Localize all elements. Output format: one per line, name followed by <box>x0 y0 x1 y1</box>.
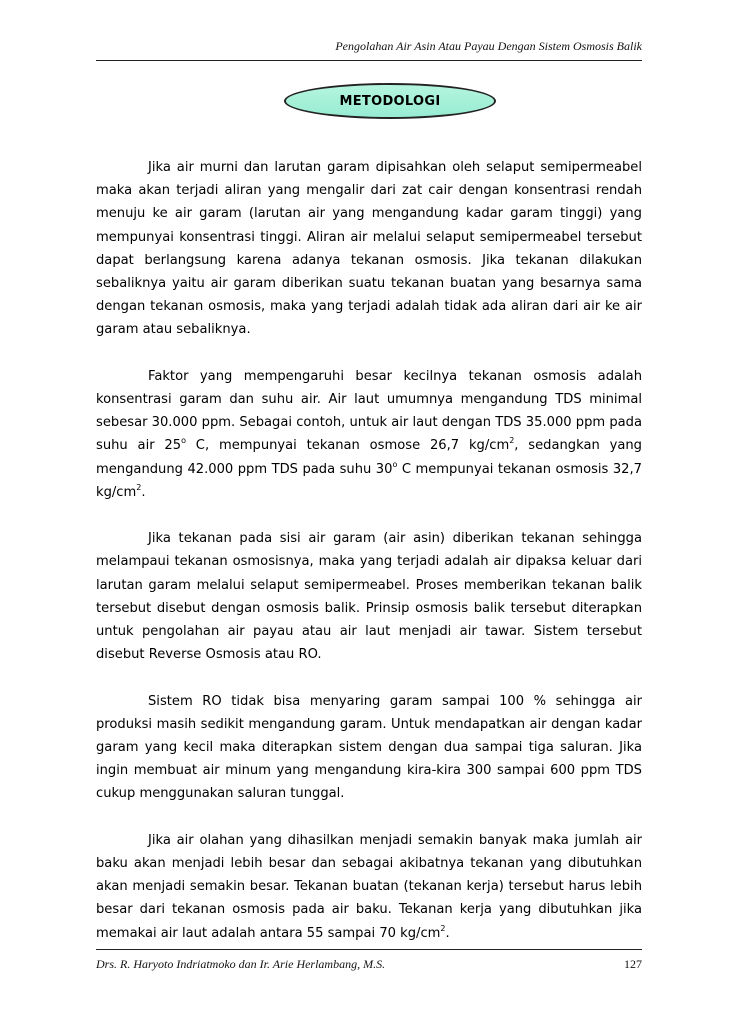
squared-superscript: 2 <box>440 923 446 933</box>
section-title: METODOLOGI <box>339 93 441 109</box>
paragraph-5 <box>96 829 642 945</box>
degree-sign: o <box>392 459 398 469</box>
paragraph-1: Jika air murni dan larutan garam dipisahkan oleh selaput semipermeabel maka akan terjadi aliran yang mengalir dari zat cair dengan konsentrasi rendah menuju ke air garam (larutan air yang mengandung kadar garam tinggi) yang mempunyai konsentrasi tinggi. Aliran air melalui selaput semipermeabel tersebut dapat berlangsung karena adanya tekanan osmosis. Jika tekanan dilakukan sebaliknya yaitu air garam diberikan suatu tekanan buatan yang besarnya sama dengan tekanan osmosis, maka yang terjadi adalah tidak ada aliran dari air ke air garam atau sebaliknya. <box>96 160 642 338</box>
squared-superscript: 2 <box>136 482 142 492</box>
header-divider <box>96 60 642 61</box>
section-title-badge <box>284 83 496 119</box>
paragraph-2-part-1: Faktor yang mempengaruhi besar kecilnya tekanan osmosis adalah konsentrasi garam dan suhu air. Air laut umumnya mengandung TDS minimal sebesar 30.000 ppm. Sebagai contoh, untuk air laut dengan TDS 35.000 ppm pada suhu air 25 <box>96 368 642 454</box>
paragraph-3: Jika tekanan pada sisi air garam (air asin) diberikan tekanan sehingga melampaui tekanan osmosisnya, maka yang terjadi adalah air dipaksa keluar dari larutan garam melalui selaput semipermeabel. Proses memberikan tekanan balik tersebut disebut dengan osmosis balik. Prinsip osmosis balik tersebut diterapkan untuk pengolahan air payau atau air laut menjadi air tawar. Sistem tersebut disebut Reverse Osmosis atau RO. <box>96 531 642 663</box>
paragraph-2-part-3: , sedangkan yang mengandung 42.000 ppm TDS pada suhu 30 <box>96 438 642 477</box>
page-number: 127 <box>624 957 642 971</box>
paragraph-5-part-2: . <box>445 925 450 941</box>
squared-superscript: 2 <box>509 436 515 446</box>
paragraph-2-part-4: C mempunyai tekanan osmosis 32,7 kg/cm <box>96 461 643 500</box>
paragraph-2 <box>96 365 642 504</box>
running-header: Pengolahan Air Asin Atau Payau Dengan Sistem Osmosis Balik <box>335 39 642 53</box>
body-text <box>96 156 642 968</box>
footer-authors: Drs. R. Haryoto Indriatmoko dan Ir. Arie Herlambang, M.S. <box>96 957 386 971</box>
paragraph-4: Sistem RO tidak bisa menyaring garam sampai 100 % sehingga air produksi masih sedikit mengandung garam. Untuk mendapatkan air dengan kadar garam yang kecil maka diterapkan sistem dengan dua sampai tiga saluran. Jika ingin membuat air minum yang mengandung kira-kira 300 sampai 600 ppm TDS cukup menggunakan saluran tunggal. <box>96 693 642 802</box>
degree-sign: o <box>181 436 186 446</box>
paragraph-2-part-5: . <box>141 484 146 500</box>
footer-divider <box>96 949 642 950</box>
paragraph-5-part-1: Jika air olahan yang dihasilkan menjadi semakin banyak maka jumlah air baku akan menjadi lebih besar dan sebagai akibatnya tekanan yang dibutuhkan akan menjadi semakin besar. Tekanan buatan (tekanan kerja) tersebut harus lebih besar dari tekanan osmosis pada air baku. Tekanan kerja yang dibutuhkan jika memakai air laut adalah antara 55 sampai 70 kg/cm <box>96 832 642 941</box>
paragraph-2-part-2: C, mempunyai tekanan osmose 26,7 kg/cm <box>185 438 510 454</box>
